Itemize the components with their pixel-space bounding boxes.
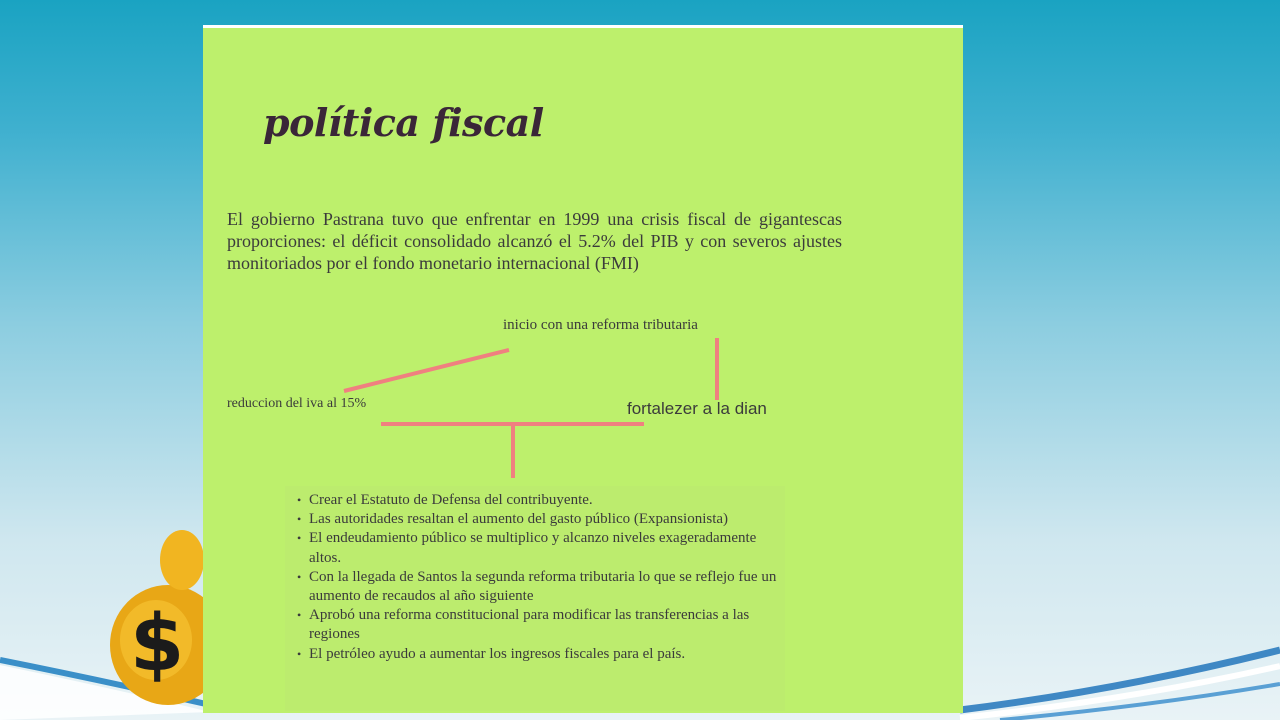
- diagram-right-label: fortalezer a la dian: [627, 399, 767, 418]
- list-item: • Con la llegada de Santos la segunda reforma tributaria lo que se reflejo fue un aumento de recaudos al año siguiente: [295, 568, 785, 606]
- money-bag-icon: [108, 520, 203, 715]
- dollar-sign-icon: $: [130, 599, 185, 689]
- diagram-left-label: reduccion del iva al 15%: [227, 396, 367, 411]
- list-item: • Las autoridades resaltan el aumento del gasto público (Expansionista): [295, 510, 785, 529]
- intro-paragraph: El gobierno Pastrana tuvo que enfrentar en 1999 una crisis fiscal de gigantescas proporciones: el déficit consolidado alcanzó el 5.2% del PIB y con severos ajustes monitoriados por el fondo monetario internacional (FMI): [227, 209, 842, 273]
- list-item: • El petróleo ayudo a aumentar los ingresos fiscales para el país.: [295, 645, 785, 664]
- bullet-list: [295, 491, 785, 664]
- list-item: • Crear el Estatuto de Defensa del contribuyente.: [295, 491, 785, 510]
- slide-title: política fiscal: [263, 100, 544, 145]
- connector-diagonal: [344, 350, 509, 391]
- list-item: • El endeudamiento público se multiplico y alcanzo niveles exageradamente altos.: [295, 529, 785, 567]
- slide-panel: [203, 25, 963, 713]
- list-item: • Aprobó una reforma constitucional para modificar las transferencias a las regiones: [295, 606, 785, 644]
- bullet-list-panel: [285, 486, 785, 711]
- diagram-top-label: inicio con una reforma tributaria: [503, 317, 698, 333]
